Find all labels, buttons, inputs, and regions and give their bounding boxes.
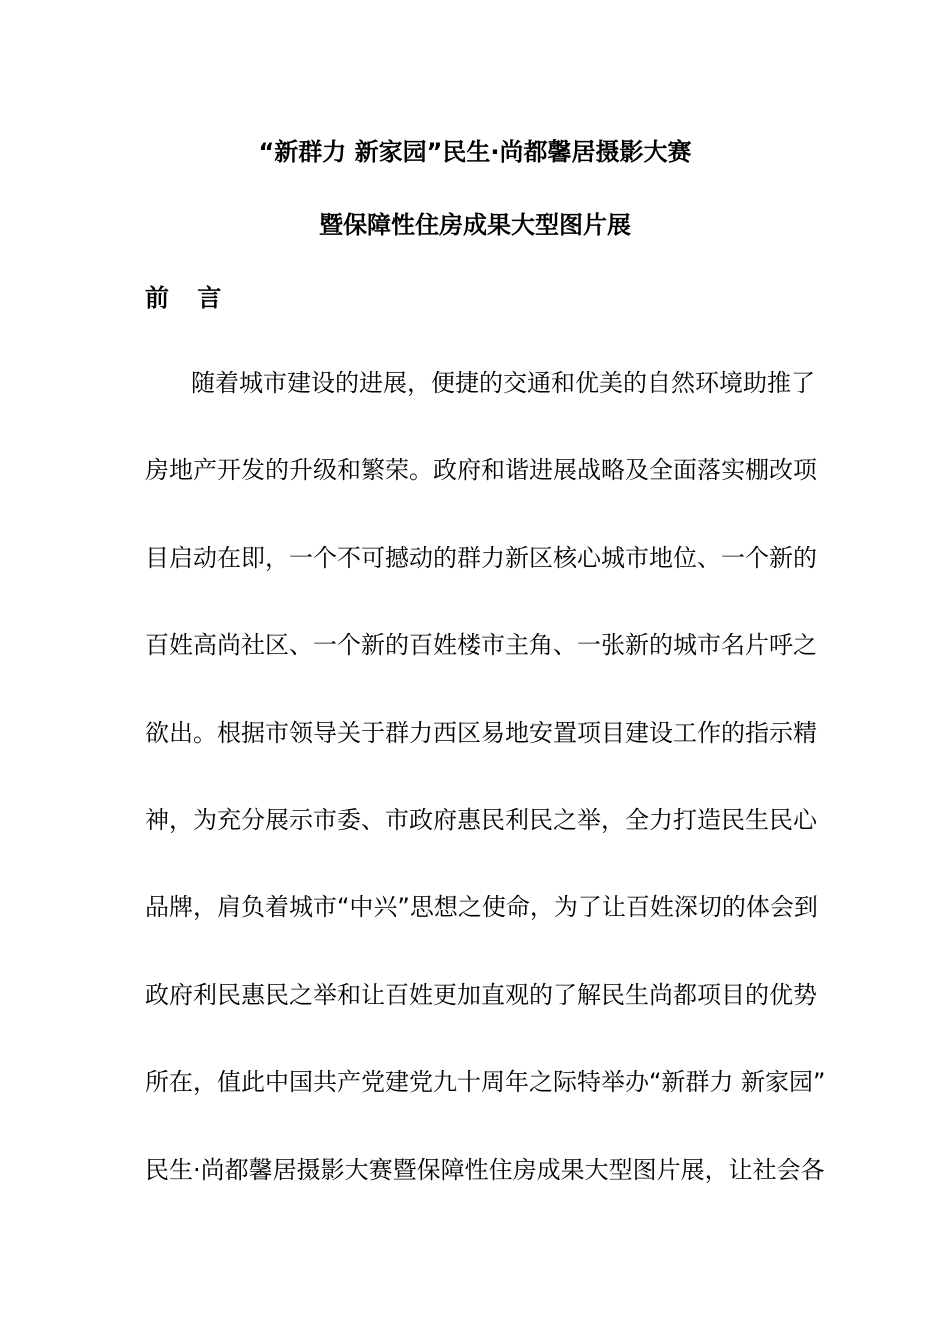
paragraph-line: 目启动在即，一个不可撼动的群力新区核心城市地位、一个新的: [145, 543, 817, 572]
paragraph-line: 欲出。根据市领导关于群力西区易地安置项目建设工作的指示精: [145, 718, 817, 747]
paragraph-line: 品牌，肩负着城市“中兴”思想之使命，为了让百姓深切的体会到: [145, 893, 818, 922]
document-title-line-2: 暨保障性住房成果大型图片展: [319, 211, 631, 239]
paragraph-line: 所在，值此中国共产党建党九十周年之际特举办“新群力 新家园”: [145, 1068, 826, 1097]
paragraph-line: 政府利民惠民之举和让百姓更加直观的了解民生尚都项目的优势: [145, 980, 817, 1009]
paragraph-line: 百姓高尚社区、一个新的百姓楼市主角、一张新的城市名片呼之: [145, 631, 817, 660]
paragraph-line: 民生·尚都馨居摄影大赛暨保障性住房成果大型图片展，让社会各: [145, 1155, 825, 1184]
document-title-line-1: “新群力 新家园”民生·尚都馨居摄影大赛: [258, 138, 692, 166]
preface-paragraph: [145, 340, 826, 1214]
section-heading: 前 言: [145, 284, 232, 312]
paragraph-line: 神，为充分展示市委、市政府惠民利民之举，全力打造民生民心: [145, 805, 817, 834]
paragraph-line: 随着城市建设的进展，便捷的交通和优美的自然环境助推了: [191, 369, 815, 397]
paragraph-line: 房地产开发的升级和繁荣。政府和谐进展战略及全面落实棚改项: [145, 456, 817, 485]
